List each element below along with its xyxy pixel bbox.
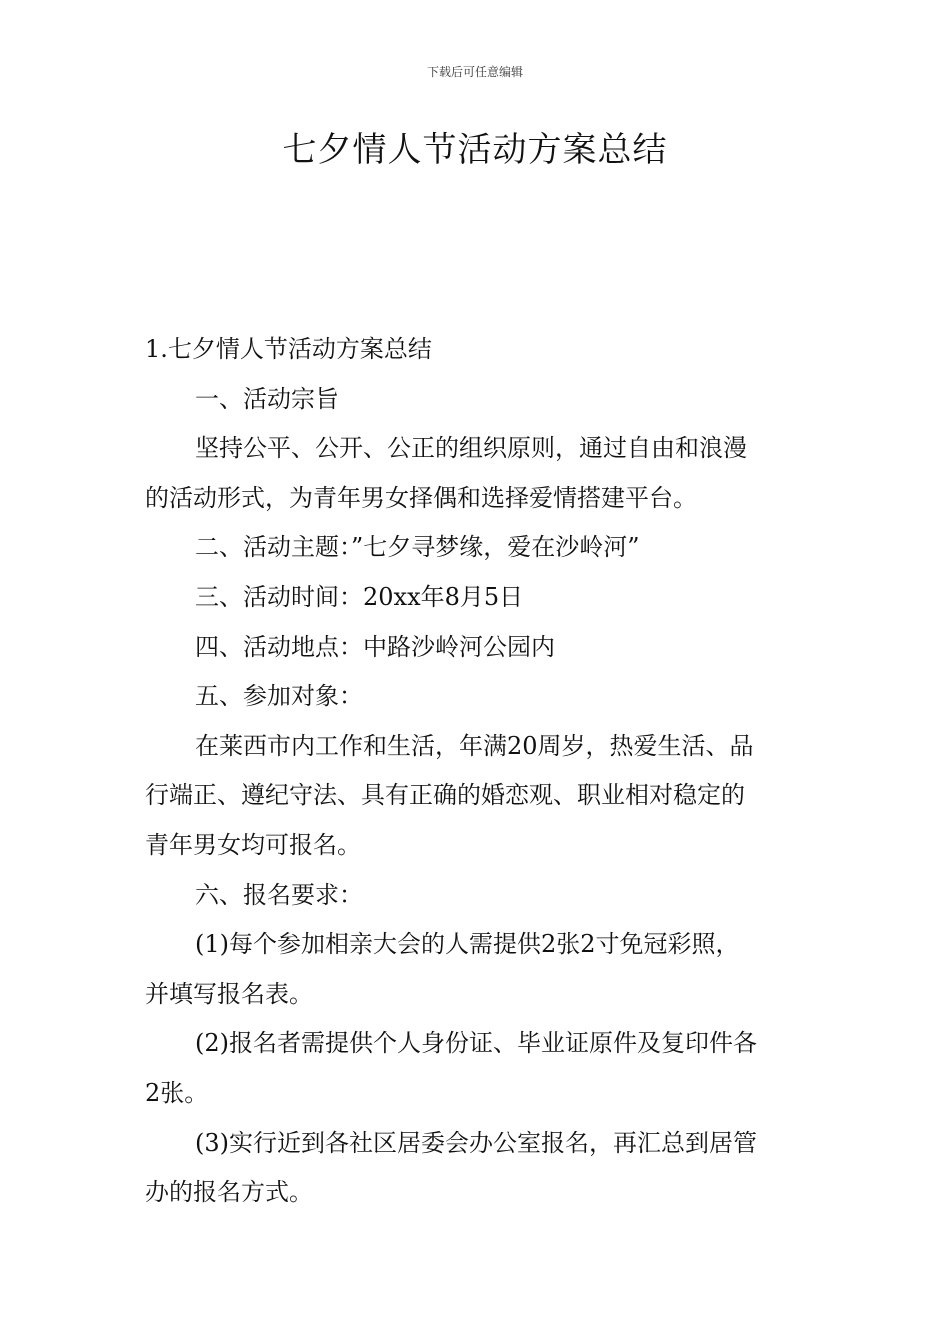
paragraph-line: 行端正、遵纪守法、具有正确的婚恋观、职业相对稳定的 [145,781,745,810]
subheading-purpose: 一、活动宗旨 [195,384,339,413]
list-item-line: 2张。 [145,1078,209,1107]
subheading-location: 四、活动地点：中路沙岭河公园内 [195,632,555,661]
subheading-requirements: 六、报名要求： [195,880,363,909]
paragraph-line: 的活动形式，为青年男女择偶和选择爱情搭建平台。 [145,483,697,512]
list-item-line: (1)每个参加相亲大会的人需提供2张2寸免冠彩照， [195,930,740,959]
document-body [145,325,810,1218]
list-item-line: (3)实行近到各社区居委会办公室报名，再汇总到居管 [195,1128,757,1157]
paragraph-line: 在莱西市内工作和生活，年满20周岁，热爱生活、品 [195,731,754,760]
subheading-theme: 二、活动主题：”七夕寻梦缘，爱在沙岭河” [195,533,640,562]
list-item-line: (2)报名者需提供个人身份证、毕业证原件及复印件各 [195,1029,757,1058]
paragraph-line: 坚持公平、公开、公正的组织原则，通过自由和浪漫 [195,434,747,463]
header-note: 下载后可任意编辑 [426,65,523,79]
subheading-time: 三、活动时间：20xx年8月5日 [195,582,524,611]
list-item-line: 办的报名方式。 [145,1178,313,1207]
list-item-line: 并填写报名表。 [145,979,313,1008]
document-title: 七夕情人节活动方案总结 [282,130,668,170]
paragraph-line: 青年男女均可报名。 [145,830,361,859]
subheading-participants: 五、参加对象： [195,682,363,711]
section-heading: 1.七夕情人节活动方案总结 [145,335,432,363]
